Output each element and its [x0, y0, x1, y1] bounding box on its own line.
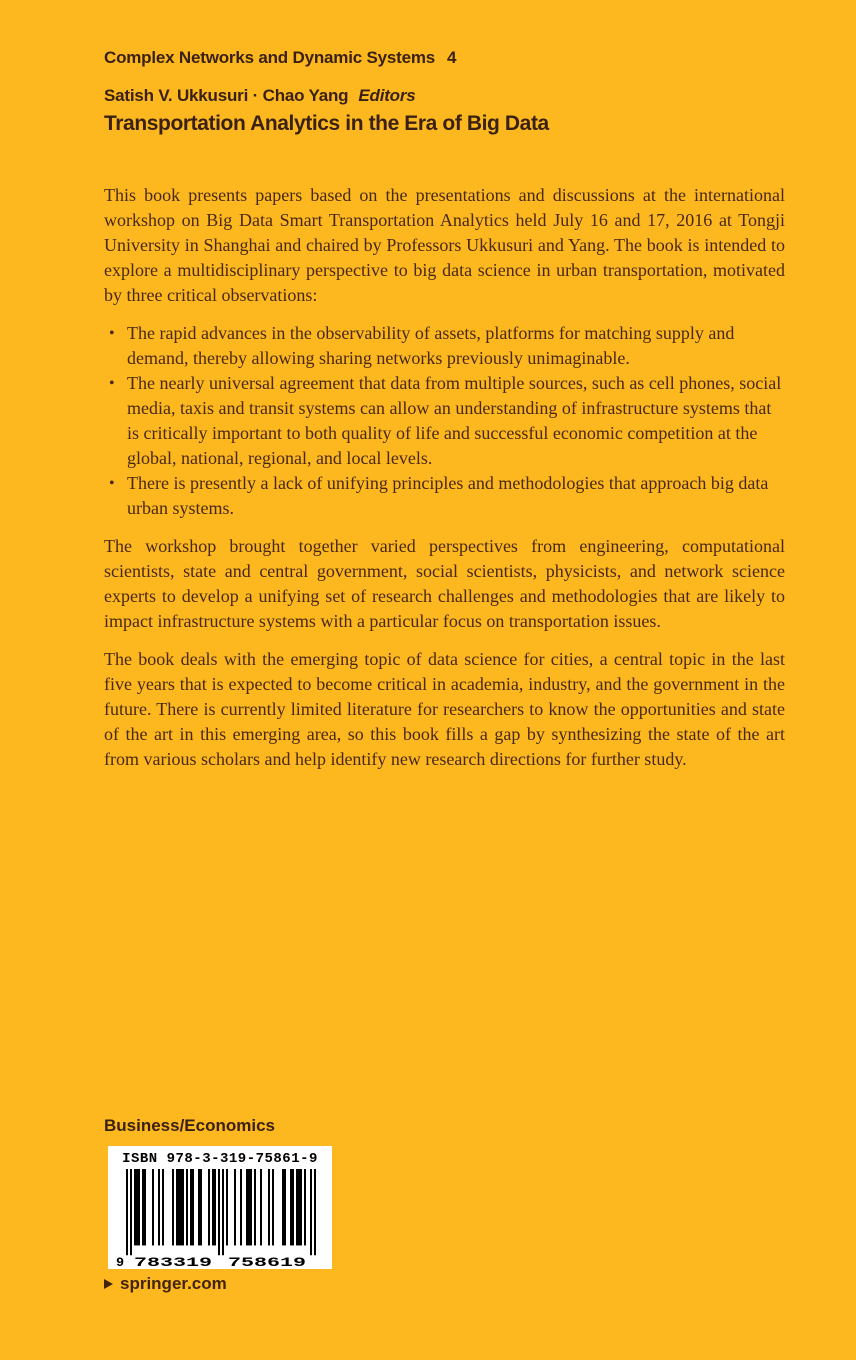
series-volume: 4 — [447, 48, 457, 67]
blurb — [104, 183, 785, 772]
triangle-icon — [104, 1279, 113, 1289]
bullet-item: • The rapid advances in the observability of assets, platforms for matching supply and demand, thereby allowing sharing networks previously unimaginable. — [104, 321, 785, 371]
springer-site-label: springer.com — [120, 1274, 227, 1293]
svg-text:758619: 758619 — [228, 1256, 306, 1267]
book-title: Transportation Analytics in the Era of Big Data — [104, 112, 549, 135]
blurb-paragraph-1: This book presents papers based on the presentations and discussions at the international workshop on Big Data Smart Transportation Analytics held July 16 and 17, 2016 at Tongji University in Shanghai and chaired by Professors Ukkusuri and Yang. The book is intended to explore a multidisciplinary perspective to big data science in urban transportation, motivated by three critical observations: — [104, 185, 785, 305]
bullet-item: • There is presently a lack of unifying principles and methodologies that approach big data urban systems. — [104, 471, 785, 521]
series-title: Complex Networks and Dynamic Systems — [104, 48, 436, 67]
bullet-item: • The nearly universal agreement that data from multiple sources, such as cell phones, social media, taxis and transit systems can allow an understanding of infrastructure systems that is critically important to both quality of life and successful economic competition at the global, national, regional, and local levels. — [104, 371, 785, 471]
springer-footer — [104, 1274, 227, 1294]
svg-text:9: 9 — [116, 1256, 125, 1267]
blurb-paragraph-2: The workshop brought together varied perspectives from engineering, computational scientists, state and central government, social scientists, physicists, and network science experts to develop a unifying set of research challenges and methodologies that are likely to impact infrastructure systems with a particular focus on transportation issues. — [104, 536, 785, 631]
isbn-box — [108, 1146, 332, 1269]
editors-names: Satish V. Ukkusuri · Chao Yang — [104, 86, 349, 105]
bullet-list — [104, 321, 785, 521]
series-line — [104, 47, 785, 69]
editors-line — [104, 85, 785, 107]
editors-role: Editors — [358, 86, 416, 105]
isbn-label: ISBN 978-3-319-75861-9 — [122, 1151, 318, 1167]
blurb-paragraph-3: The book deals with the emerging topic of data science for cities, a central topic in the last five years that is expected to become critical in academia, industry, and the government in the future. There is currently limited literature for researchers to know the opportunities and state of the art in this emerging area, so this book fills a gap by synthesizing the state of the art from various scholars and help identify new research directions for further study. — [104, 649, 785, 769]
ean-barcode-image — [116, 1169, 324, 1267]
category-label: Business/Economics — [104, 1116, 276, 1135]
svg-text:783319: 783319 — [134, 1256, 212, 1267]
